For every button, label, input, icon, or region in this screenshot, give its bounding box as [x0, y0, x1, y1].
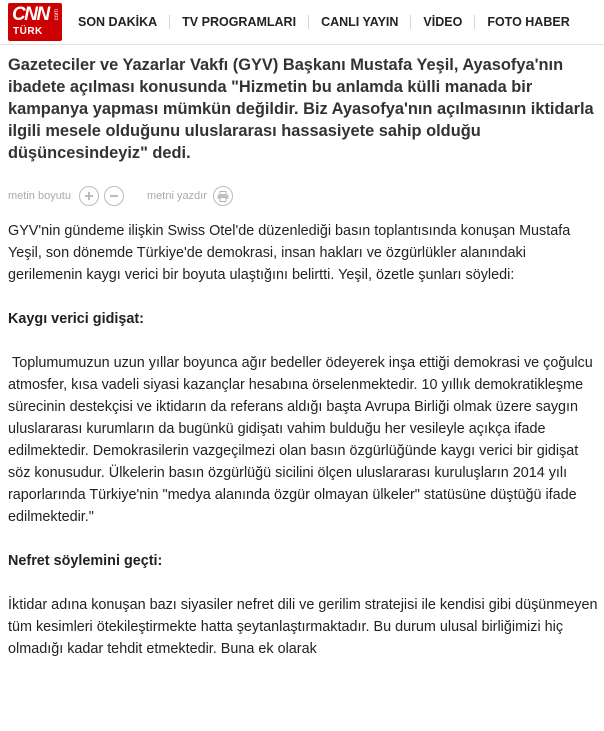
- article-tools: [8, 183, 238, 209]
- nav-item-canli-yayin[interactable]: CANLI YAYIN: [308, 15, 410, 29]
- article-paragraph: Toplumumuzun uzun yıllar boyunca ağır bedeller ödeyerek inşa ettiği demokrasi ve çoğulcu atmosfer, kısa vadeli siyasi kazançlar hesabına örselenmektedir. 10 yıllık demokratikleşme sürecinin destekçisi ve iktidarın da referans aldığı başta Avrupa Birliği olmak üzere saygın uluslararası kurumların da bugünkü gidişatı vahim bulduğu her vesileyle açıkça ifade edilmektedir. Demokrasilerin vazgeçilmezi olan basın özgürlüğünde kaygı verici bir gidişat söz konusudur. Ülkelerin basın özgürlüğü sicilini ölçen uluslararası kuruluşların 2014 yılı raporlarında Türkiye'nin "medya alanında özgür olmayan ülkeler" statüsüne düştüğü ifade edilmektedir.": [8, 355, 597, 525]
- text-size-label: metin boyutu: [8, 190, 71, 202]
- article-paragraph: İktidar adına konuşan bazı siyasiler nefret dili ve gerilim stratejisi ile kendisi gibi düşünmeyen tüm kesimleri ötekileştirmekte hatta şeytanlaştırmaktadır. Bu durum ulusal birliğimizi hiç olmadığı kadar tehdit etmektedir. Buna ek olarak: [8, 597, 598, 657]
- site-header: [0, 0, 604, 45]
- logo-suffix: com: [54, 9, 60, 21]
- logo-sub: TÜRK: [13, 26, 43, 37]
- plus-icon[interactable]: [79, 186, 99, 206]
- nav-item-video[interactable]: VİDEO: [410, 15, 474, 29]
- article-lead: Gazeteciler ve Yazarlar Vakfı (GYV) Başkanı Mustafa Yeşil, Ayasofya'nın ibadete açılması konusunda "Hizmetin bu anlamda külli manada bir kampanya yapması mümkün değildir. Biz Ayasofya'nın açılmasının iktidarla ilgili mesele olduğunu uluslararası hassasiyete sahip olduğu düşüncesindeyiz" dedi.: [8, 56, 594, 162]
- nav-item-tv-programlari[interactable]: TV PROGRAMLARI: [169, 15, 308, 29]
- article-paragraph: GYV'nin gündeme ilişkin Swiss Otel'de düzenlediği basın toplantısında konuşan Mustafa Yeşil, son dönemde Türkiye'de demokrasi, insan hakları ve özgürlükler alanındaki gerilemenin kaygı verici bir boyuta ulaştığını belirtti. Yeşil, özetle şunları söyledi:: [8, 223, 571, 283]
- nav-item-foto-haber[interactable]: FOTO HABER: [474, 15, 581, 29]
- logo-brand: CNN: [12, 4, 49, 25]
- article-subheading: Nefret söylemini geçti:: [8, 553, 163, 569]
- main-nav: [70, 0, 582, 44]
- printer-icon[interactable]: [213, 186, 233, 206]
- cnn-turk-logo[interactable]: [8, 3, 62, 41]
- article-body: [8, 220, 598, 660]
- minus-icon[interactable]: [104, 186, 124, 206]
- nav-item-son-dakika[interactable]: SON DAKİKA: [78, 15, 158, 29]
- print-label: metni yazdır: [146, 190, 207, 202]
- article-subheading: Kaygı verici gidişat:: [8, 311, 144, 327]
